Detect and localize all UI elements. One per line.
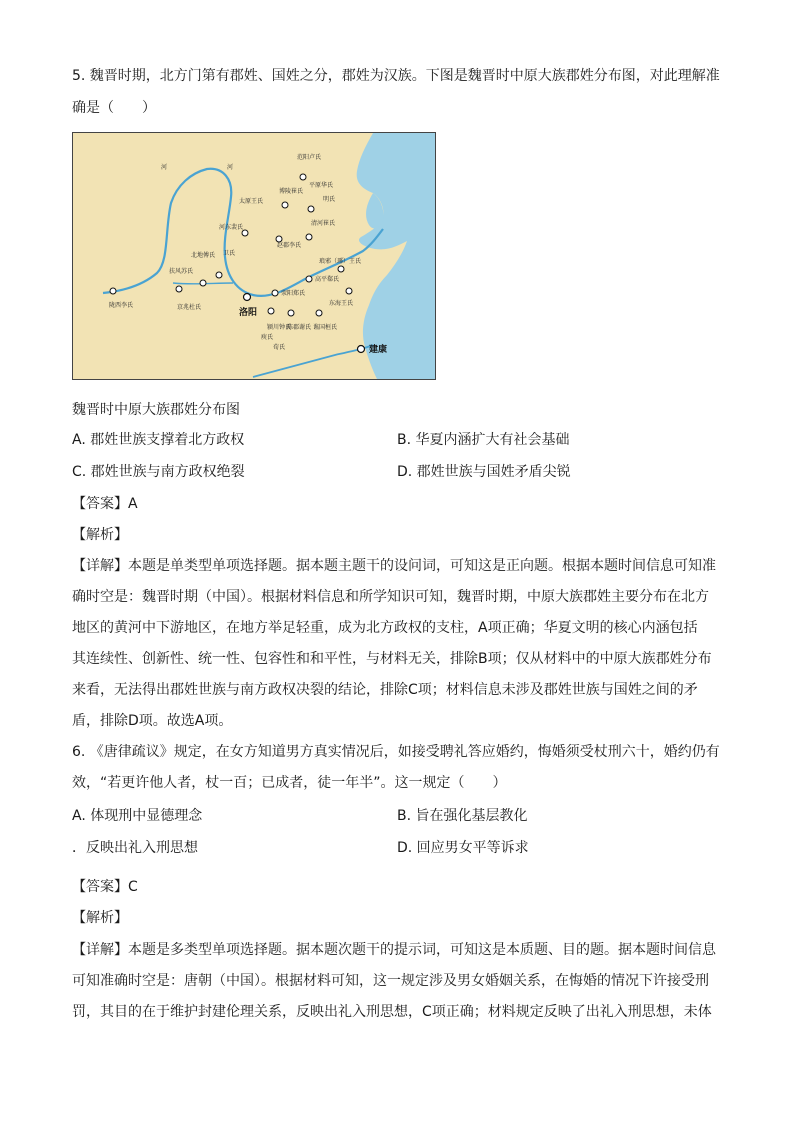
svg-text:明氏: 明氏 (323, 196, 336, 203)
q6-option-d: D. 回应男女平等诉求 (397, 840, 529, 856)
q6-option-a: A. 体现刑中显德理念 (72, 808, 203, 824)
map-svg (73, 133, 435, 379)
svg-text:洛阳: 洛阳 (239, 308, 258, 318)
svg-text:陈郡谢氏: 陈郡谢氏 (287, 324, 312, 331)
svg-text:谯国桓氏: 谯国桓氏 (313, 324, 338, 331)
svg-text:东海王氏: 东海王氏 (329, 300, 354, 307)
q5-answer: 【答案】A (72, 496, 138, 512)
q5-detail-line: 【详解】本题是单类型单项选择题。据本题主题干的设问词，可知这是正向题。根据本题时间信息可知准 (72, 558, 716, 574)
q6-detail-line: 罚，其目的在于维护封建伦理关系，反映出礼入刑思想，C项正确；材料规定反映了出礼入刑思想，未体 (72, 1004, 712, 1020)
q5-map (72, 132, 436, 380)
svg-text:高平郗氏: 高平郗氏 (315, 276, 340, 283)
q5-detail-line: 来看，无法得出郡姓世族与南方政权决裂的结论，排除C项；材料信息未涉及郡姓世族与国姓之间的矛 (72, 682, 698, 698)
q5-stem-line1: 5. 魏晋时期，北方门第有郡姓、国姓之分，郡姓为汉族。下图是魏晋时中原大族郡姓分布图，对此理解准 (72, 68, 720, 84)
svg-text:京兆杜氏: 京兆杜氏 (177, 304, 202, 311)
q6-analysis-title: 【解析】 (72, 910, 128, 926)
svg-text:河东裴氏: 河东裴氏 (219, 224, 244, 231)
q5-detail-line: 其连续性、创新性、统一性、包容性和和平性，与材料无关，排除B项；仅从材料中的中原大族郡姓分布 (72, 651, 712, 667)
svg-text:陇西李氏: 陇西李氏 (109, 302, 134, 309)
svg-text:庾氏: 庾氏 (261, 334, 274, 341)
svg-text:清河崔氏: 清河崔氏 (311, 220, 336, 227)
svg-text:卫氏: 卫氏 (223, 250, 236, 257)
label-he-1: 河 (161, 164, 168, 171)
svg-text:范阳卢氏: 范阳卢氏 (297, 154, 322, 161)
q6-stem-line1: 6. 《唐律疏议》规定，在女方知道男方真实情况后，如接受聘礼答应婚约，悔婚须受杖刑六十，婚约仍有 (72, 744, 720, 760)
q6-option-c: ．反映出礼入刑思想 (72, 840, 198, 856)
site-gaoping (306, 275, 339, 283)
svg-text:荀氏: 荀氏 (273, 344, 286, 351)
svg-text:赵郡李氏: 赵郡李氏 (277, 242, 302, 249)
svg-text:琅邪（琊）王氏: 琅邪（琊）王氏 (319, 258, 362, 265)
q5-detail-line: 地区的黄河中下游地区，在地方举足轻重，成为北方政权的支柱，A项正确；华夏文明的核心内涵包括 (72, 620, 698, 636)
q5-option-a: A. 郡姓世族支撑着北方政权 (72, 432, 245, 448)
svg-text:太原王氏: 太原王氏 (239, 198, 264, 205)
q6-stem-line2: 效，“若更许他人者，杖一百；已成者，徒一年半”。这一规定（ ） (72, 775, 507, 791)
site-xingyang (272, 289, 305, 297)
q6-detail-line: 【详解】本题是多类型单项选择题。据本题次题干的提示词，可知这是本质题、目的题。据本题时间信息 (72, 942, 716, 958)
q5-detail-line: 盾，排除D项。故选A项。 (72, 713, 233, 729)
svg-text:北地傅氏: 北地傅氏 (191, 252, 216, 259)
site-jingzhao (177, 303, 201, 311)
q6-answer: 【答案】C (72, 879, 138, 895)
q6-option-b: B. 旨在强化基层教化 (397, 808, 528, 824)
q5-analysis-title: 【解析】 (72, 527, 128, 543)
q5-option-d: D. 郡姓世族与国姓矛盾尖锐 (397, 464, 571, 480)
svg-text:荥阳郑氏: 荥阳郑氏 (281, 290, 306, 297)
svg-text:扶风苏氏: 扶风苏氏 (169, 268, 194, 275)
q5-stem-line2: 确是（ ） (72, 100, 156, 116)
q5-detail-line: 确时空是：魏晋时期（中国）。根据材料信息和所学知识可知，魏晋时期，中原大族郡姓主要分布在北方 (72, 589, 709, 605)
q5-option-c: C. 郡姓世族与南方政权绝裂 (72, 464, 245, 480)
svg-text:博陵崔氏: 博陵崔氏 (279, 188, 304, 195)
svg-text:建康: 建康 (369, 345, 388, 355)
q6-detail-line: 可知准确时空是：唐朝（中国）。根据材料可知，这一规定涉及男女婚姻关系，在悔婚的情况下许接受刑 (72, 973, 709, 989)
svg-text:颍川钟氏: 颍川钟氏 (267, 324, 292, 331)
svg-text:平原华氏: 平原华氏 (309, 182, 334, 189)
label-he-2: 河 (227, 164, 234, 171)
q5-option-b: B. 华夏内涵扩大有社会基础 (397, 432, 570, 448)
q5-map-caption: 魏晋时中原大族郡姓分布图 (72, 402, 240, 418)
